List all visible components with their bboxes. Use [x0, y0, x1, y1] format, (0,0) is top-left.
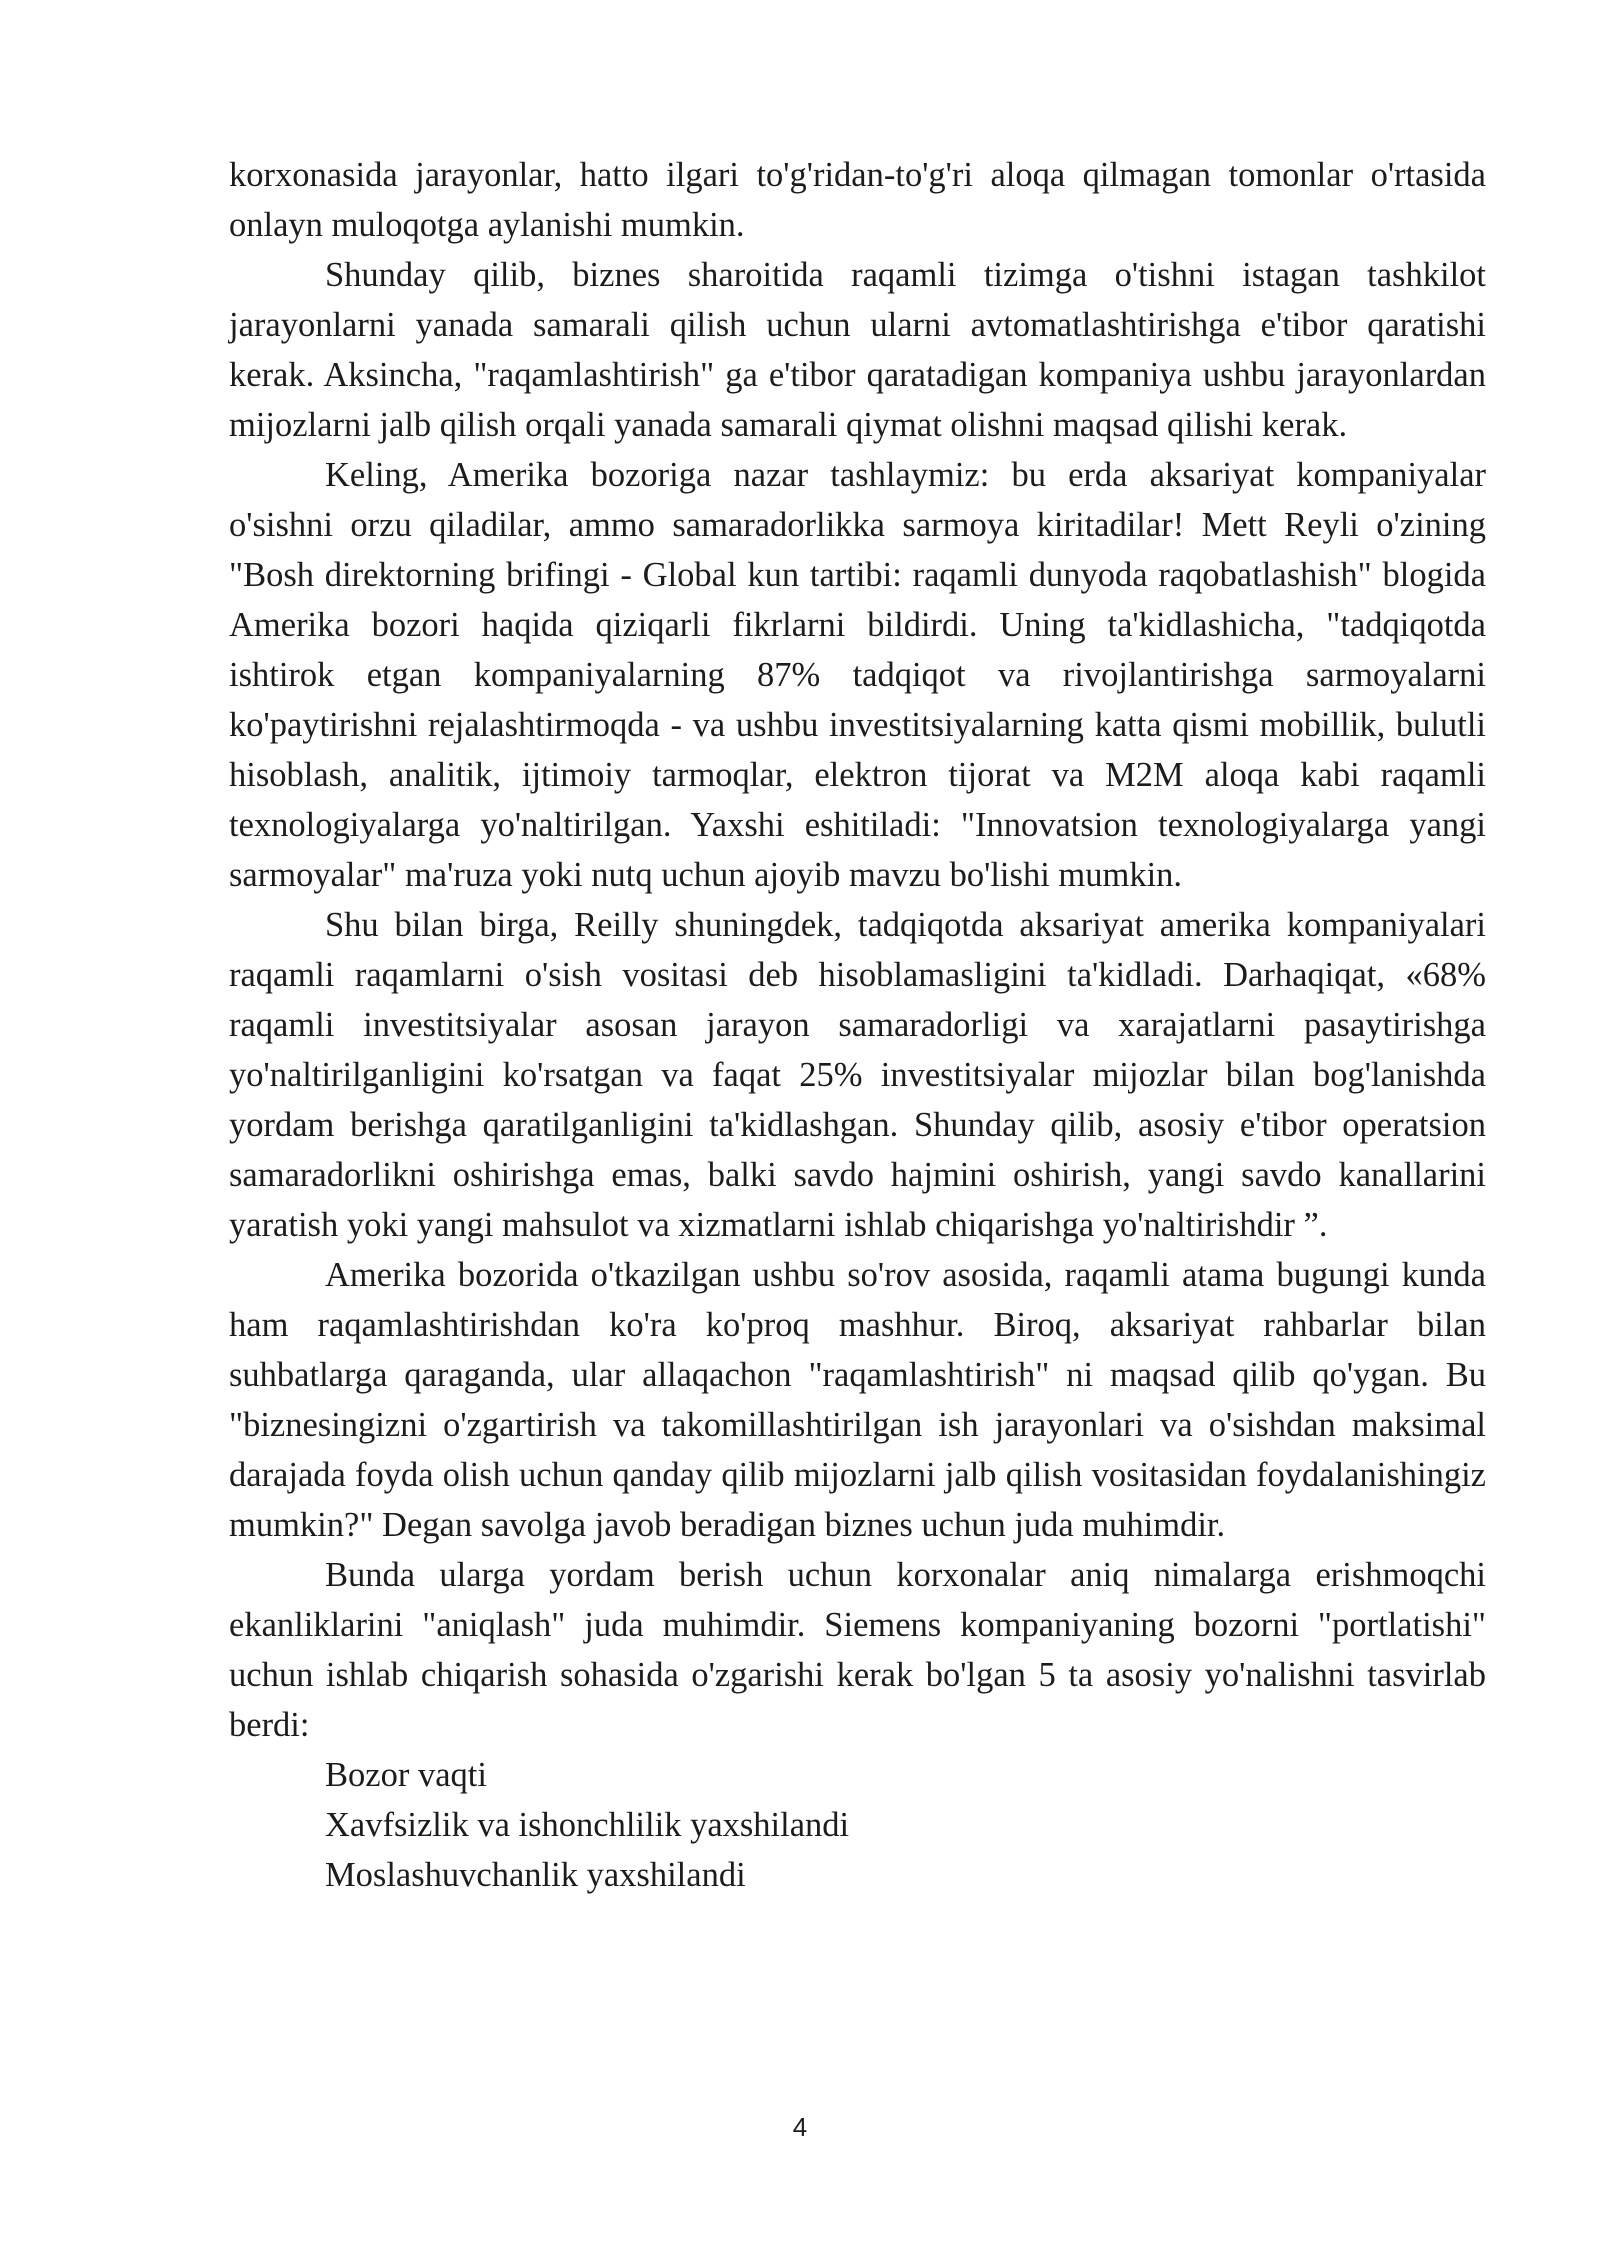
- paragraph: Shu bilan birga, Reilly shuningdek, tadqiqotda aksariyat amerika kompaniyalari raqamli raqamlarni o'sish vositasi deb hisoblamasligini ta'kidladi. Darhaqiqat, «68% raqamli investitsiyalar asosan jarayon samaradorligi va xarajatlarni pasaytirishga yo'naltirilganligini ko'rsatgan va faqat 25% investitsiyalar mijozlar bilan bog'lanishda yordam berishga qaratilganligini ta'kidlashgan. Shunday qilib, asosiy e'tibor operatsion samaradorlikni oshirishga emas, balki savdo hajmini oshirish, yangi savdo kanallarini yaratish yoki yangi mahsulot va xizmatlarni ishlab chiqarishga yo'naltirishdir ”.: [229, 906, 1486, 1244]
- paragraph-continuation: korxonasida jarayonlar, hatto ilgari to'g'ridan-to'g'ri aloqa qilmagan tomonlar o'rtasida onlayn muloqotga aylanishi mumkin.: [229, 156, 1486, 244]
- list-item: Xavfsizlik va ishonchlilik yaxshilandi: [325, 1806, 850, 1844]
- list-item: Moslashuvchanlik yaxshilandi: [325, 1856, 746, 1894]
- list-item: Bozor vaqti: [325, 1756, 487, 1794]
- paragraph: Keling, Amerika bozoriga nazar tashlaymiz: bu erda aksariyat kompaniyalar o'sishni orzu qiladilar, ammo samaradorlikka sarmoya kiritadilar! Mett Reyli o'zining "Bosh direktorning brifingi - Global kun tartibi: raqamli dunyoda raqobatlashish" blogida Amerika bozori haqida qiziqarli fikrlarni bildirdi. Uning ta'kidlashicha, "tadqiqotda ishtirok etgan kompaniyalarning 87% tadqiqot va rivojlantirishga sarmoyalarni ko'paytirishni rejalashtirmoqda - va ushbu investitsiyalarning katta qismi mobillik, bulutli hisoblash, analitik, ijtimoiy tarmoqlar, elektron tijorat va M2M aloqa kabi raqamli texnologiyalarga yo'naltirilgan. Yaxshi eshitiladi: "Innovatsion texnologiyalarga yangi sarmoyalar" ma'ruza yoki nutq uchun ajoyib mavzu bo'lishi mumkin.: [229, 456, 1486, 894]
- page-number: 4: [792, 2112, 808, 2142]
- paragraph: Shunday qilib, biznes sharoitida raqamli tizimga o'tishni istagan tashkilot jarayonlarni yanada samarali qilish uchun ularni avtomatlashtirishga e'tibor qaratishi kerak. Aksincha, "raqamlashtirish" ga e'tibor qaratadigan kompaniya ushbu jarayonlardan mijozlarni jalb qilish orqali yanada samarali qiymat olishni maqsad qilishi kerak.: [229, 256, 1486, 444]
- paragraph: Bunda ularga yordam berish uchun korxonalar aniq nimalarga erishmoqchi ekanliklarini "aniqlash" juda muhimdir. Siemens kompaniyaning bozorni "portlatishi" uchun ishlab chiqarish sohasida o'zgarishi kerak bo'lgan 5 ta asosiy yo'nalishni tasvirlab berdi:: [229, 1556, 1486, 1744]
- body-text: [229, 150, 1486, 1900]
- paragraph: Amerika bozorida o'tkazilgan ushbu so'rov asosida, raqamli atama bugungi kunda ham raqamlashtirishdan ko'ra ko'proq mashhur. Biroq, aksariyat rahbarlar bilan suhbatlarga qaraganda, ular allaqachon "raqamlashtirish" ni maqsad qilib qo'ygan. Bu "biznesingizni o'zgartirish va takomillashtirilgan ish jarayonlari va o'sishdan maksimal darajada foyda olish uchun qanday qilib mijozlarni jalb qilish vositasidan foydalanishingiz mumkin?" Degan savolga javob beradigan biznes uchun juda muhimdir.: [229, 1256, 1486, 1544]
